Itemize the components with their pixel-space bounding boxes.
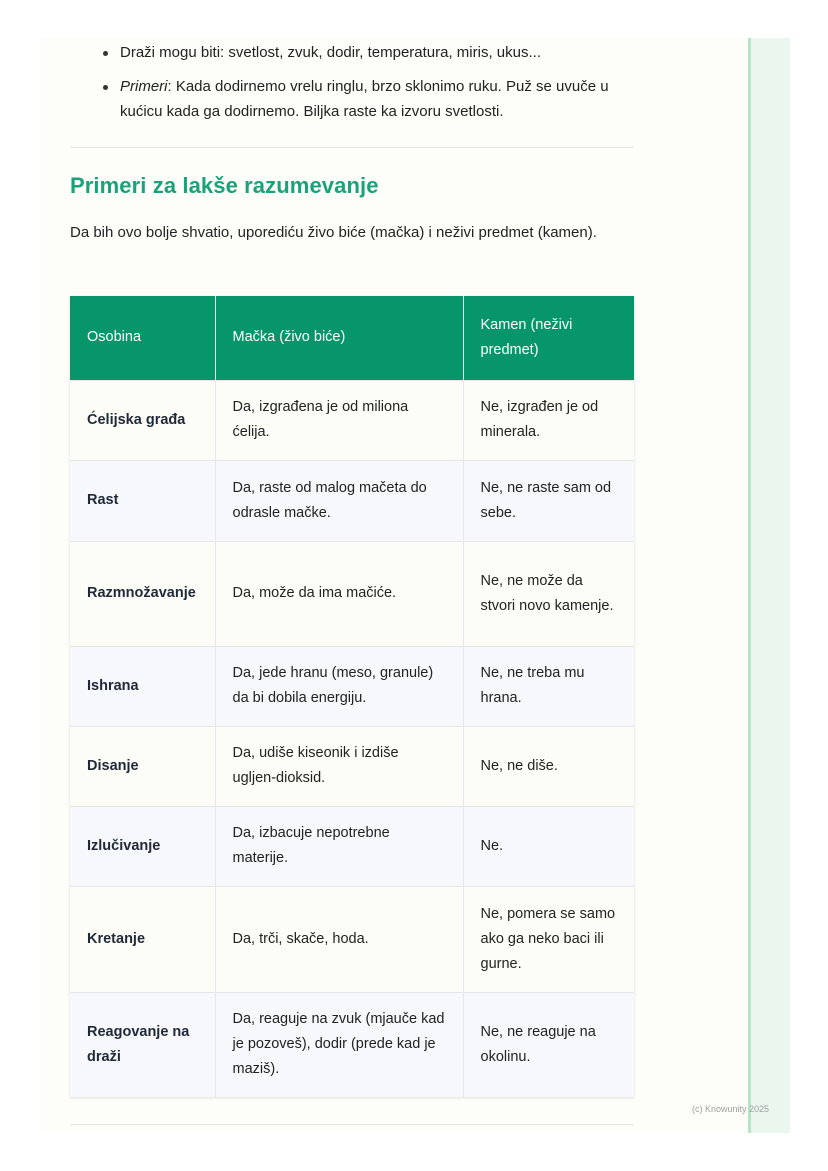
table-cell: Da, izbacuje nepotrebne materije. — [215, 806, 463, 886]
table-cell: Ne, ne reaguje na okolinu. — [463, 992, 634, 1097]
column-header: Kamen (neživi predmet) — [463, 296, 634, 380]
table-cell-property: Disanje — [70, 726, 215, 806]
divider — [70, 1124, 634, 1125]
table-cell: Da, raste od malog mačeta do odrasle mačke. — [215, 460, 463, 541]
intro-paragraph: Da bih ovo bolje shvatio, uporediću živo biće (mačka) i neživi predmet (kamen). — [70, 224, 597, 241]
table-cell-property: Kretanje — [70, 886, 215, 992]
table-cell-property: Rast — [70, 460, 215, 541]
table-cell-property: Reagovanje na draži — [70, 992, 215, 1097]
table-row — [70, 541, 634, 646]
table-cell: Ne, pomera se samo ako ga neko baci ili gurne. — [463, 886, 634, 992]
table-cell: Ne. — [463, 806, 634, 886]
table-cell-property: Izlučivanje — [70, 806, 215, 886]
table-cell: Da, može da ima mačiće. — [215, 541, 463, 646]
divider — [70, 147, 634, 148]
list-item: Draži mogu biti: svetlost, zvuk, dodir, temperatura, miris, ukus... — [70, 40, 634, 65]
section-title: Primeri za lakše razumevanje — [70, 173, 379, 198]
table-cell: Ne, ne raste sam od sebe. — [463, 460, 634, 541]
table-row — [70, 992, 634, 1097]
table-cell: Ne, ne diše. — [463, 726, 634, 806]
table-cell: Da, reaguje na zvuk (mjauče kad je pozoveš), dodir (prede kad je maziš). — [215, 992, 463, 1097]
bullet-section — [70, 38, 634, 124]
table-cell-property: Ćelijska građa — [70, 380, 215, 460]
table-cell: Ne, izgrađen je od minerala. — [463, 380, 634, 460]
table-header-row — [70, 296, 634, 380]
copyright-footer: (c) Knowunity 2025 — [692, 1104, 770, 1114]
side-panel-border — [748, 38, 751, 1133]
comparison-table — [70, 296, 634, 1097]
table-cell: Ne, ne može da stvori novo kamenje. — [463, 541, 634, 646]
examples-label: Primeri — [120, 78, 168, 95]
column-header: Mačka (živo biće) — [215, 296, 463, 380]
table-row — [70, 806, 634, 886]
table-cell: Da, jede hranu (meso, granule) da bi dobila energiju. — [215, 646, 463, 726]
column-header: Osobina — [70, 296, 215, 380]
table-row — [70, 380, 634, 460]
table-row — [70, 646, 634, 726]
table-row — [70, 726, 634, 806]
table-cell: Da, izgrađena je od miliona ćelija. — [215, 380, 463, 460]
bullet-list — [70, 40, 634, 124]
table-cell-property: Ishrana — [70, 646, 215, 726]
table-cell-property: Razmnožavanje — [70, 541, 215, 646]
table-cell: Da, trči, skače, hoda. — [215, 886, 463, 992]
table-row — [70, 460, 634, 541]
list-item: Primeri: Kada dodirnemo vrelu ringlu, brzo sklonimo ruku. Puž se uvuče u kućicu kada ga dodirnemo. Biljka raste ka izvoru svetlosti. — [70, 74, 634, 124]
table-cell: Ne, ne treba mu hrana. — [463, 646, 634, 726]
table-cell: Da, udiše kiseonik i izdiše ugljen-dioksid. — [215, 726, 463, 806]
table-row — [70, 886, 634, 992]
side-panel — [748, 38, 790, 1133]
